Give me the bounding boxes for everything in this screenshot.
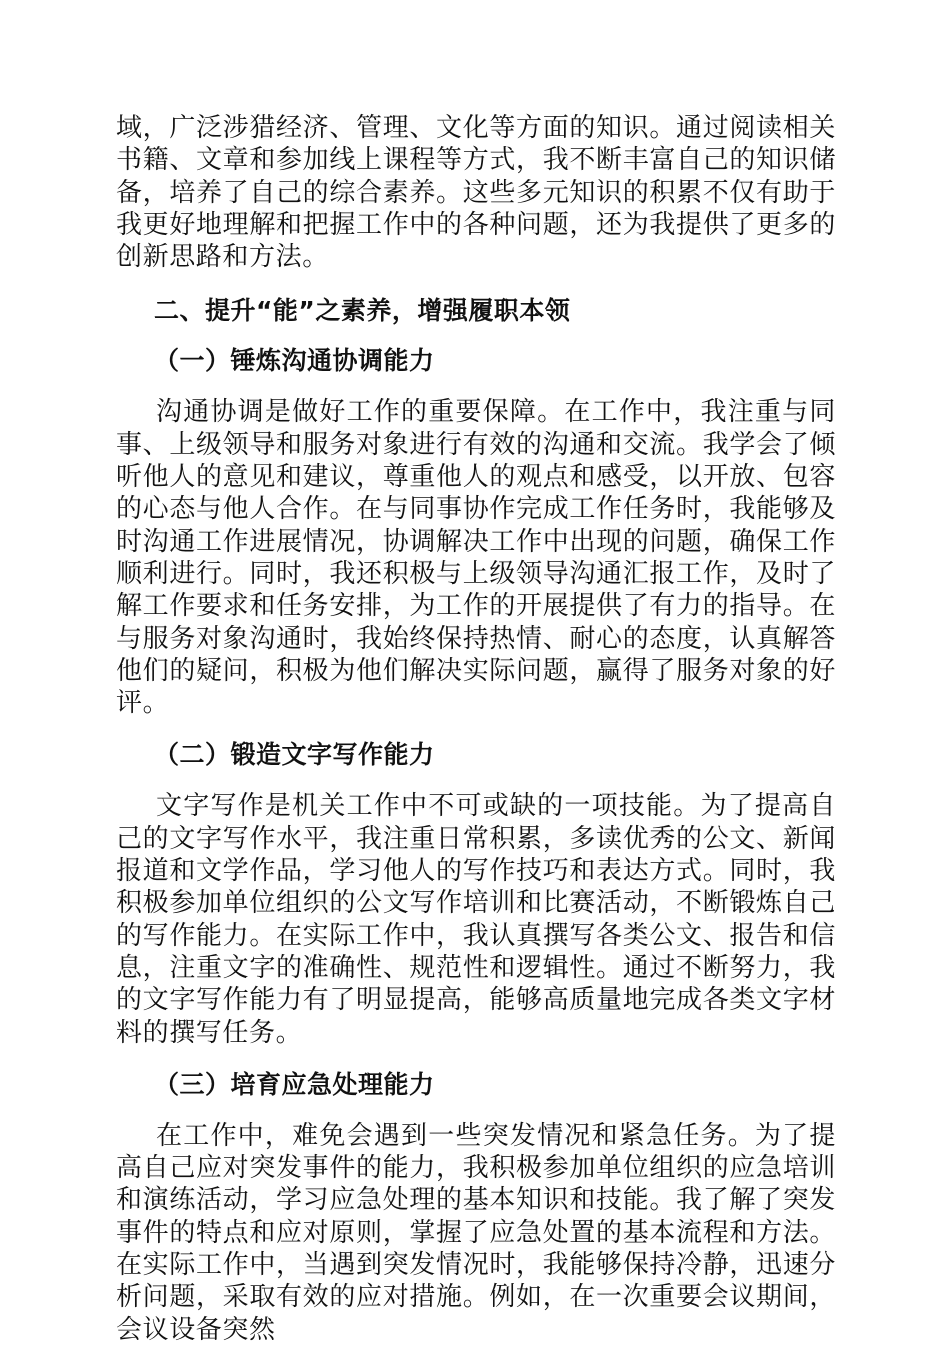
paragraph-emergency: 在工作中，难免会遇到一些突发情况和紧急任务。为了提高自己应对突发事件的能力，我积极参加单位组织的应急培训和演练活动，学习应急处理的基本知识和技能。我了解了突发事件的特点和应对原则，掌握了应急处置的基本流程和方法。在实际工作中，当遇到突发情况时，我能够保持冷静，迅速分析问题，采取有效的应对措施。例如，在一次重要会议期间，会议设备突然 (116, 1120, 836, 1345)
paragraph-writing: 文字写作是机关工作中不可或缺的一项技能。为了提高自己的文字写作水平，我注重日常积累，多读优秀的公文、新闻报道和文学作品，学习他人的写作技巧和表达方式。同时，我积极参加单位组织的公文写作培训和比赛活动，不断锻炼自己的写作能力。在实际工作中，我认真撰写各类公文、报告和信息，注重文字的准确性、规范性和逻辑性。通过不断努力，我的文字写作能力有了明显提高，能够高质量地完成各类文字材料的撰写任务。 (116, 791, 836, 1048)
paragraph-continuation: 域，广泛涉猎经济、管理、文化等方面的知识。通过阅读相关书籍、文章和参加线上课程等方式，我不断丰富自己的知识储备，培养了自己的综合素养。这些多元知识的积累不仅有助于我更好地理解和把握工作中的各种问题，还为我提供了更多的创新思路和方法。 (116, 113, 836, 273)
subsection-heading-writing: （二）锻造文字写作能力 (154, 740, 435, 770)
document-body (116, 112, 836, 1346)
paragraph-communication: 沟通协调是做好工作的重要保障。在工作中，我注重与同事、上级领导和服务对象进行有效的沟通和交流。我学会了倾听他人的意见和建议，尊重他人的观点和感受，以开放、包容的心态与他人合作。在与同事协作完成工作任务时，我能够及时沟通工作进展情况，协调解决工作中出现的问题，确保工作顺利进行。同时，我还积极与上级领导沟通汇报工作，及时了解工作要求和任务安排，为工作的开展提供了有力的指导。在与服务对象沟通时，我始终保持热情、耐心的态度，认真解答他们的疑问，积极为他们解决实际问题，赢得了服务对象的好评。 (116, 397, 836, 719)
subsection-heading-emergency: （三）培育应急处理能力 (154, 1069, 435, 1099)
subsection-heading-communication: （一）锤炼沟通协调能力 (154, 346, 435, 376)
section-heading-two: 二、提升“能”之素养，增强履职本领 (154, 296, 571, 326)
